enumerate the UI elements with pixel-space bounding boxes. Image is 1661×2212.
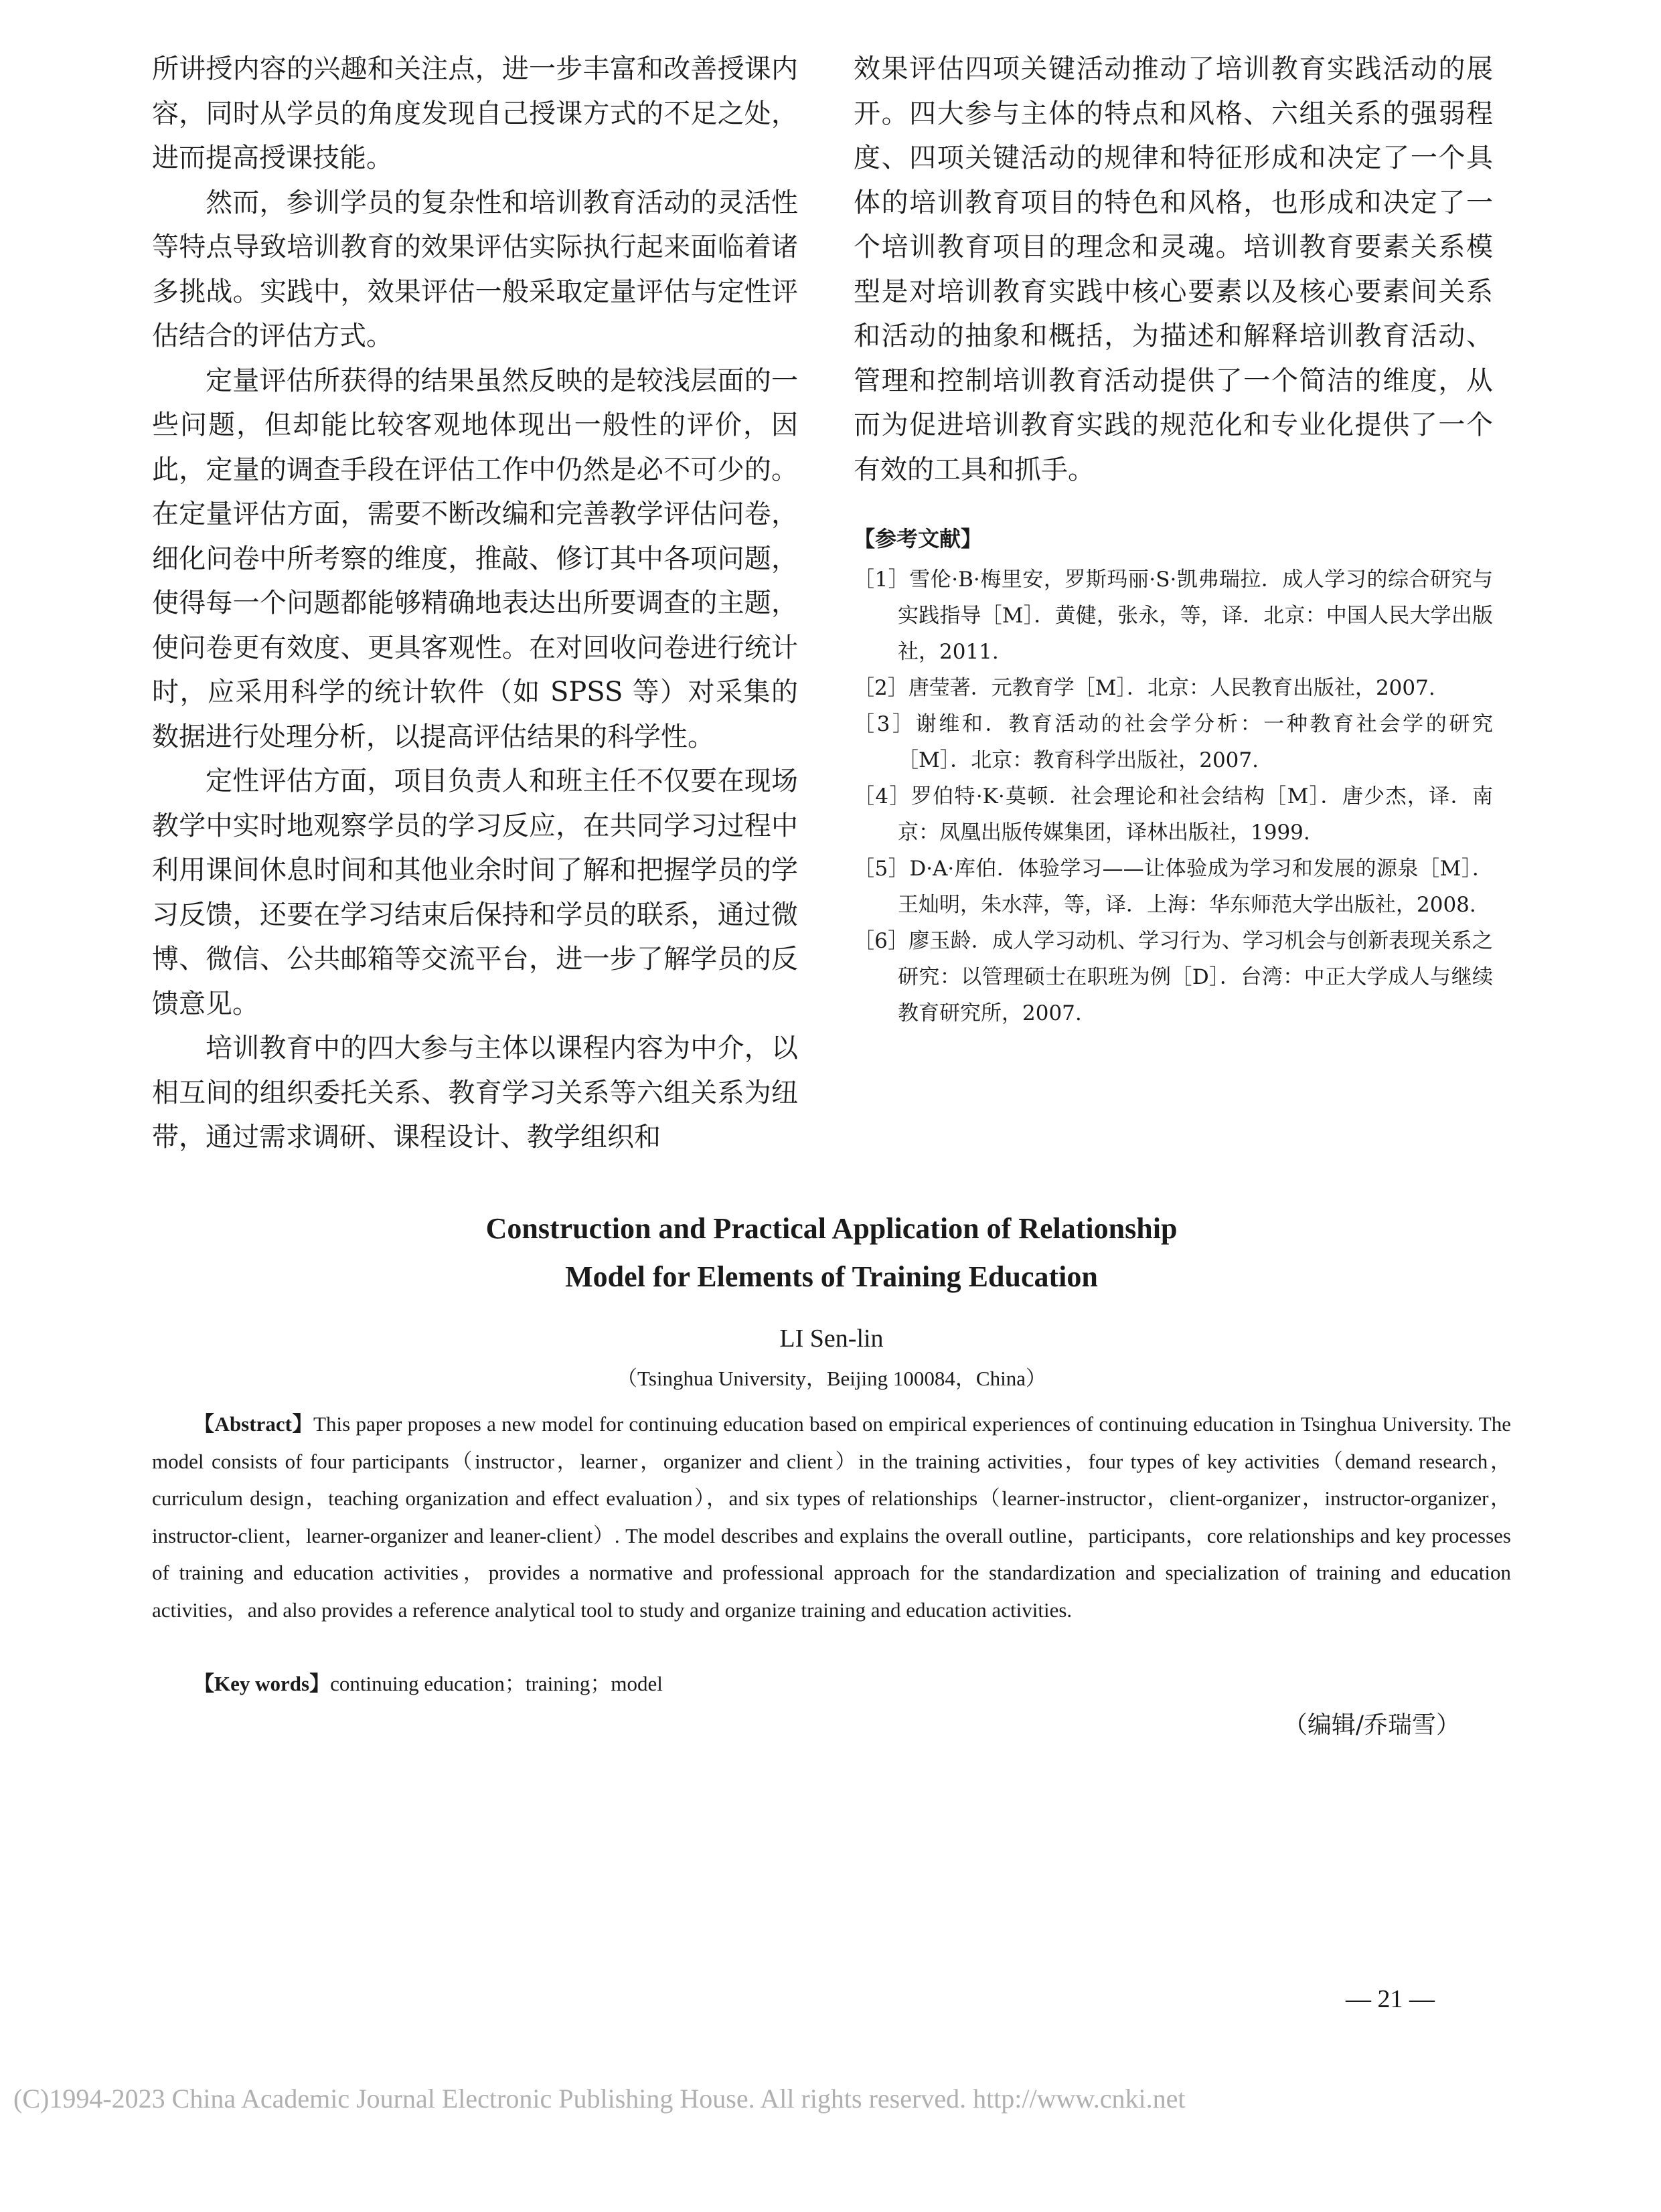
- english-title: [152, 1205, 1511, 1301]
- keywords-text: continuing education；training；model: [330, 1672, 663, 1695]
- body-right-column: [854, 47, 1493, 1031]
- page-number: — 21 —: [1346, 1985, 1435, 2013]
- reference-item: ［6］廖玉龄．成人学习动机、学习行为、学习机会与创新表现关系之研究：以管理硕士在职班为例［D］．台湾：中正大学成人与继续教育研究所，2007.: [854, 929, 1493, 1025]
- abstract-label: 【Abstract】: [193, 1412, 314, 1436]
- reference-item: ［1］雪伦·B·梅里安，罗斯玛丽·S·凯弗瑞拉．成人学习的综合研究与实践指导［M］．黄健，张永，等，译．北京：中国人民大学出版社，2011.: [854, 568, 1493, 664]
- author-affiliation: （Tsinghua University，Beijing 100084，China）: [617, 1367, 1046, 1390]
- english-keywords: [152, 1665, 1511, 1702]
- reference-item: ［5］D·A·库伯．体验学习——让体验成为学习和发展的源泉［M］．王灿明，朱水萍，等，译．上海：华东师范大学出版社，2008.: [854, 857, 1493, 917]
- body-left-column: [152, 47, 798, 1160]
- copyright-footer: (C)1994-2023 China Academic Journal Electronic Publishing House. All rights reserved. http://www.cnki.net: [13, 2083, 1186, 2114]
- english-abstract: [152, 1406, 1511, 1628]
- body-paragraph: 所讲授内容的兴趣和关注点，进一步丰富和改善授课内容，同时从学员的角度发现自己授课方式的不足之处，进而提高授课技能。: [152, 54, 798, 173]
- reference-item: ［4］罗伯特·K·莫顿．社会理论和社会结构［M］．唐少杰，译．南京：凤凰出版传媒集团，译林出版社，1999.: [854, 784, 1493, 845]
- english-title-line: Model for Elements of Training Education: [565, 1260, 1098, 1293]
- reference-item: ［3］谢维和．教育活动的社会学分析：一种教育社会学的研究［M］．北京：教育科学出版社，2007.: [854, 712, 1493, 772]
- references-list: [854, 562, 1493, 1031]
- body-paragraph: 然而，参训学员的复杂性和培训教育活动的灵活性等特点导致培训教育的效果评估实际执行起来面临着诸多挑战。实践中，效果评估一般采取定量评估与定性评估结合的评估方式。: [152, 187, 798, 351]
- references-heading: 【参考文献】: [854, 526, 983, 551]
- keywords-label: 【Key words】: [193, 1672, 331, 1695]
- body-paragraph: 效果评估四项关键活动推动了培训教育实践活动的展开。四大参与主体的特点和风格、六组关系的强弱程度、四项关键活动的规律和特征形成和决定了一个具体的培训教育项目的特色和风格，也形成和决定了一个培训教育项目的理念和灵魂。培训教育要素关系模型是对培训教育实践中核心要素以及核心要素间关系和活动的抽象和概括，为描述和解释培训教育活动、管理和控制培训教育活动提供了一个简洁的维度，从而为促进培训教育实践的规范化和专业化提供了一个有效的工具和抓手。: [854, 54, 1493, 485]
- editor-credit: （编辑/乔瑞雪）: [1283, 1711, 1460, 1739]
- body-paragraph: 培训教育中的四大参与主体以课程内容为中介，以相互间的组织委托关系、教育学习关系等六组关系为纽带，通过需求调研、课程设计、教学组织和: [152, 1033, 798, 1153]
- body-paragraph: 定性评估方面，项目负责人和班主任不仅要在现场教学中实时地观察学员的学习反应，在共同学习过程中利用课间休息时间和其他业余时间了解和把握学员的学习反馈，还要在学习结束后保持和学员的联系，通过微博、微信、公共邮箱等交流平台，进一步了解学员的反馈意见。: [152, 766, 798, 1019]
- author-name: LI Sen-lin: [779, 1325, 884, 1353]
- abstract-text: This paper proposes a new model for continuing education based on empirical experiences of continuing education in Tsinghua University. The model consists of four participants（instructor，learner，organizer and client）in the training activities，four types of key activities（demand research，curriculum design，teaching organization and effect evaluation），and six types of relationships（learner-instructor，client-organizer，instructor-organizer，instructor-client，learner-organizer and leaner-client）. The model describes and explains the overall outline，participants，core relationships and key processes of training and education activities，provides a normative and professional approach for the standardization and specialization of training and education activities，and also provides a reference analytical tool to study and organize training and education activities.: [152, 1412, 1511, 1622]
- body-paragraph: 定量评估所获得的结果虽然反映的是较浅层面的一些问题，但却能比较客观地体现出一般性的评价，因此，定量的调查手段在评估工作中仍然是必不可少的。在定量评估方面，需要不断改编和完善教学评估问卷，细化问卷中所考察的维度，推敲、修订其中各项问题，使得每一个问题都能够精确地表达出所要调查的主题，使问卷更有效度、更具客观性。在对回收问卷进行统计时，应采用科学的统计软件（如 SPSS 等）对采集的数据进行处理分析，以提高评估结果的科学性。: [152, 365, 798, 752]
- english-title-line: Construction and Practical Application of Relationship: [485, 1212, 1178, 1245]
- reference-item: ［2］唐莹著．元教育学［M］．北京：人民教育出版社，2007.: [854, 676, 1435, 700]
